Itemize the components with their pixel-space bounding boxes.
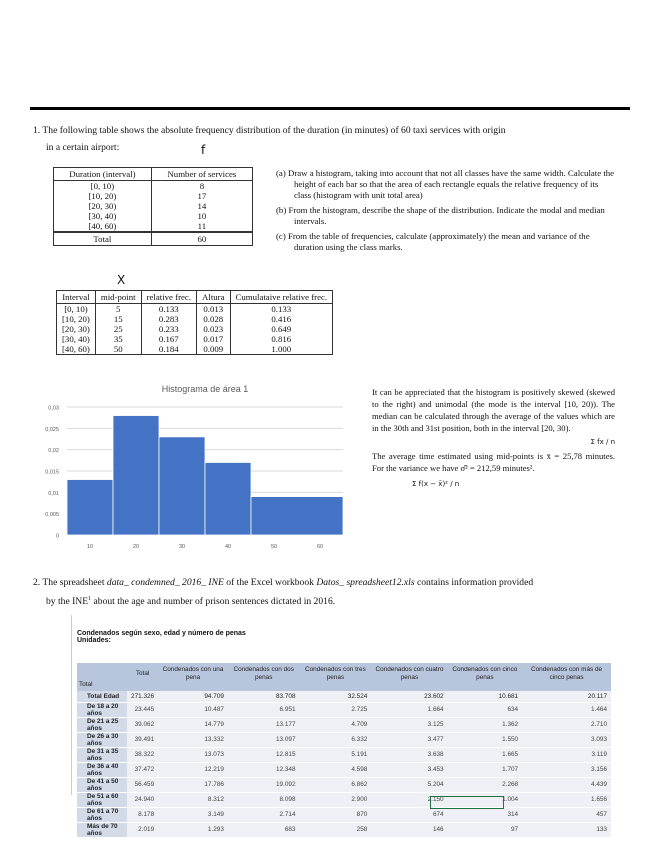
table-cell: 11 — [151, 221, 252, 232]
sheet-cell[interactable]: 13.177 — [228, 717, 300, 732]
table-cell: 0.816 — [230, 334, 333, 344]
sheet-cell[interactable]: 24.940 — [127, 792, 158, 807]
table-cell: 25 — [95, 324, 141, 334]
sheet-cell[interactable]: 634 — [448, 702, 523, 717]
sheet-row — [77, 691, 611, 702]
sheet-cell[interactable]: 23.445 — [127, 702, 158, 717]
sheet-row — [77, 747, 611, 762]
table-cell: 0.133 — [230, 304, 333, 315]
histogram-bar — [113, 416, 159, 535]
sheet-title — [77, 630, 246, 644]
table-cell: 0.133 — [141, 304, 196, 315]
sheet-cell[interactable]: 10.681 — [448, 691, 523, 702]
answer-text — [372, 386, 615, 490]
column-header: Condenados con cinco penas — [448, 663, 523, 685]
top-rule — [30, 107, 630, 110]
table-row — [57, 324, 333, 334]
table-row — [54, 211, 253, 221]
sheet-cell[interactable]: 2.725 — [300, 702, 372, 717]
sheet-cell[interactable]: 6.332 — [300, 732, 372, 747]
sheet-row — [77, 702, 611, 717]
q2-text-b: of the Excel workbook — [223, 577, 317, 588]
histogram-bar — [159, 437, 205, 535]
sheet-cell[interactable]: 1.293 — [158, 822, 228, 837]
table-cell: 1.000 — [230, 344, 333, 355]
col-header: mid-point — [95, 291, 141, 304]
sheet-cell[interactable]: 870 — [300, 807, 372, 822]
sheet-cell[interactable]: 3.638 — [371, 747, 447, 762]
sheet-cell[interactable]: 6.951 — [228, 702, 300, 717]
column-header: Condenados con más de cinco penas — [522, 663, 611, 685]
table-cell: [20, 30) — [57, 324, 96, 334]
q1-intro-line2: in a certain airport: — [46, 142, 120, 153]
table-row — [54, 221, 253, 232]
y-tick-label: 0,015 — [45, 469, 59, 476]
table-cell: 15 — [95, 314, 141, 324]
sheet-cell[interactable]: 97 — [448, 822, 523, 837]
histogram-chart — [25, 378, 350, 550]
sheet-cell[interactable]: 271.326 — [127, 691, 158, 702]
sheet-cell[interactable]: 39.062 — [127, 717, 158, 732]
handwritten-x: X — [117, 273, 126, 287]
sheet-cell[interactable]: 4.439 — [522, 777, 611, 792]
q2-text-d: by the INE — [46, 596, 89, 608]
y-tick-label: 0,005 — [45, 512, 59, 519]
x-tick-label: 10 — [86, 544, 94, 550]
table-cell: [30, 40) — [57, 334, 96, 344]
table-cell: 0.649 — [230, 324, 333, 334]
row-label: De 21 a 25 años — [77, 717, 127, 732]
row-label: De 18 a 20 años — [77, 702, 127, 717]
total-row — [54, 232, 253, 246]
sheet-cell[interactable]: 2.900 — [300, 792, 372, 807]
col-header: Duration (interval) — [54, 168, 152, 181]
table-cell: 0.184 — [141, 344, 196, 355]
table-cell: [0, 10) — [57, 304, 96, 315]
sheet-row — [77, 777, 611, 792]
table-cell: 50 — [95, 344, 141, 355]
col-header: Altura — [197, 291, 230, 304]
table-row — [57, 304, 333, 315]
row-label: De 51 a 60 años — [77, 792, 127, 807]
sheet-cell[interactable]: 3.119 — [522, 747, 611, 762]
table-cell: 10 — [151, 211, 252, 221]
sheet-cell[interactable]: 258 — [300, 822, 372, 837]
table-cell: 0.283 — [141, 314, 196, 324]
sheet-cell[interactable]: 13.332 — [158, 732, 228, 747]
table-cell: [20, 30) — [54, 201, 152, 211]
sheet-cell[interactable]: 8.312 — [158, 792, 228, 807]
sheet-cell[interactable]: 6.862 — [300, 777, 372, 792]
row-label: De 31 a 35 años — [77, 747, 127, 762]
table-cell: 0.023 — [197, 324, 230, 334]
sheet-name: data_ condemned_ 2016_ INE — [106, 577, 224, 588]
table-cell: 0.028 — [197, 314, 230, 324]
part-a: (a) Draw a histogram, taking into account that not all classes have the same width. Calculate the height of each bar so that the area of each rectangle equals the relative frequency of its class (histogram with unit total area) — [276, 168, 615, 200]
q1-intro — [33, 122, 633, 156]
sheet-cell[interactable]: 2.019 — [127, 822, 158, 837]
q2-text-c: contains information provided — [414, 577, 534, 588]
table-row — [54, 201, 253, 211]
sheet-cell[interactable]: 2.710 — [522, 717, 611, 732]
y-tick-label: 0,02 — [48, 448, 59, 455]
sheet-cell[interactable]: 2.714 — [228, 807, 300, 822]
table-cell: 0.009 — [197, 344, 230, 355]
table-cell: [40, 60) — [57, 344, 96, 355]
row-label: De 26 a 30 años — [77, 732, 127, 747]
row-label: De 41 a 50 años — [77, 777, 127, 792]
sheet-cell[interactable]: 56.459 — [127, 777, 158, 792]
column-header: Condenados con tres penas — [300, 663, 372, 685]
row-label: De 36 a 40 años — [77, 762, 127, 777]
table-cell: 0.167 — [141, 334, 196, 344]
y-tick-label: 0,01 — [48, 490, 59, 497]
sheet-row — [77, 717, 611, 732]
sheet-row — [77, 807, 611, 822]
table-row — [54, 181, 253, 192]
sheet-cell[interactable]: 3.149 — [158, 807, 228, 822]
column-header: Condenados con dos penas — [228, 663, 300, 685]
sheet-cell[interactable]: 12.219 — [158, 762, 228, 777]
sheet-cell[interactable]: 8.098 — [228, 792, 300, 807]
table-cell: 0.416 — [230, 314, 333, 324]
sheet-cell[interactable]: 10.487 — [158, 702, 228, 717]
workbook-name: Datos_ spreadsheet12.xls — [316, 577, 415, 588]
histogram-bar — [205, 462, 251, 535]
table-cell: [10, 20) — [57, 314, 96, 324]
part-b: (b) From the histogram, describe the shape of the distribution. Indicate the modal and median intervals. — [276, 205, 605, 226]
sheet-cell[interactable]: 39.491 — [127, 732, 158, 747]
sheet-cell[interactable]: 146 — [371, 822, 447, 837]
table-row — [54, 191, 253, 201]
sheet-cell[interactable]: 1.664 — [371, 702, 447, 717]
sheet-cell[interactable]: 3.156 — [522, 762, 611, 777]
answer-paragraph-1: It can be appreciated that the histogram is positively skewed (skewed to the right) and unimodal (the mode is the interval [10, 20)). The median can be calculated through the average of the values which are in the 30th and 31st position, both in the interval [20, 30). — [372, 387, 615, 433]
sheet-cell[interactable]: 2.150 — [371, 792, 447, 807]
col-header: Cumulataive relative frec. — [230, 291, 333, 304]
sheet-row — [77, 732, 611, 747]
table-cell: 8 — [151, 181, 252, 192]
table-cell: 35 — [95, 334, 141, 344]
table-cell: [10, 20) — [54, 191, 152, 201]
x-tick-label: 40 — [224, 544, 232, 550]
table-cell: 14 — [151, 201, 252, 211]
y-tick-label: 0 — [55, 533, 59, 540]
sheet-cell[interactable]: 674 — [371, 807, 447, 822]
sheet-cell[interactable]: 32.524 — [300, 691, 372, 702]
col-header: Interval — [57, 291, 96, 304]
sheet-cell[interactable]: 13.073 — [158, 747, 228, 762]
sheet-cell[interactable]: 683 — [228, 822, 300, 837]
sheet-cell[interactable]: 3.093 — [522, 732, 611, 747]
selected-cell[interactable] — [430, 796, 504, 809]
sheet-cell[interactable]: 13.097 — [228, 732, 300, 747]
sheet-cell[interactable]: 1.656 — [522, 792, 611, 807]
table-cell: [40, 60) — [54, 221, 152, 232]
x-tick-label: 30 — [178, 544, 186, 550]
column-header: Total — [127, 663, 158, 685]
sheet-cell[interactable]: 83.708 — [228, 691, 300, 702]
q2-text — [33, 574, 633, 610]
table-cell: [0, 10) — [54, 181, 152, 192]
sheet-cell[interactable]: 3.453 — [371, 762, 447, 777]
sheet-cell[interactable]: 23.602 — [371, 691, 447, 702]
sheet-cell[interactable]: 1.665 — [448, 747, 523, 762]
handwritten-mean-formula: Σ fx / n — [590, 438, 615, 446]
sheet-cell[interactable]: 3.125 — [371, 717, 447, 732]
handwritten-f: f — [201, 143, 206, 157]
chart-title: Histograma de área 1 — [161, 384, 249, 394]
q2-text-e: about the age and number of prison sentences dictated in 2016. — [91, 596, 336, 608]
sheet-cell[interactable]: 5.204 — [371, 777, 447, 792]
footnote-marker: 1 — [88, 596, 92, 602]
sheet-cell[interactable]: 4.709 — [300, 717, 372, 732]
table-cell: 0.013 — [197, 304, 230, 315]
table-cell: 0.017 — [197, 334, 230, 344]
x-tick-label: 20 — [132, 544, 140, 550]
sheet-cell[interactable]: 4.598 — [300, 762, 372, 777]
answer-paragraph-2: The average time estimated using mid-points is x̄ = 25,78 minutes. For the variance we have σ̂² = 212,59 minutes². — [372, 451, 615, 473]
row-label: De 61 a 70 años — [77, 807, 127, 822]
sheet-cell[interactable]: 37.472 — [127, 762, 158, 777]
sheet-left-border — [71, 615, 72, 795]
section-label: Total — [77, 663, 127, 691]
sheet-cell[interactable]: 8.178 — [127, 807, 158, 822]
sheet-cell[interactable]: 1.464 — [522, 702, 611, 717]
table-row — [57, 314, 333, 324]
sheet-cell[interactable]: 20.117 — [522, 691, 611, 702]
part-c: (c) From the table of frequencies, calculate (approximately) the mean and variance of the duration using the class marks. — [276, 231, 590, 252]
sheet-row — [77, 762, 611, 777]
column-header: Condenados con cuatro penas — [371, 663, 447, 685]
table-cell: Total — [54, 232, 152, 246]
sheet-cell[interactable]: 2.268 — [448, 777, 523, 792]
q2-text-a: 2. The spreadsheet — [33, 577, 107, 588]
sheet-units: Unidades: — [77, 637, 111, 644]
sheet-cell[interactable]: 1.707 — [448, 762, 523, 777]
sheet-cell[interactable]: 314 — [448, 807, 523, 822]
sheet-cell[interactable]: 38.322 — [127, 747, 158, 762]
sheet-cell[interactable]: 12.815 — [228, 747, 300, 762]
row-label: Más de 70 años — [77, 822, 127, 837]
col-header: Number of services — [151, 168, 252, 181]
histogram-bar — [251, 497, 343, 535]
sheet-cell[interactable]: 94.709 — [158, 691, 228, 702]
row-label: Total Edad — [77, 691, 127, 702]
sheet-cell[interactable]: 19.092 — [228, 777, 300, 792]
sheet-cell[interactable]: 457 — [522, 807, 611, 822]
sheet-cell[interactable]: 1.550 — [448, 732, 523, 747]
table-cell: 0.233 — [141, 324, 196, 334]
sheet-cell[interactable]: 1.362 — [448, 717, 523, 732]
sheet-cell[interactable]: 14.779 — [158, 717, 228, 732]
q1-intro-line1: 1. The following table shows the absolute frequency distribution of the duration (in minutes) of 60 taxi services with origin — [33, 125, 506, 136]
sheet-cell[interactable]: 133 — [522, 822, 611, 837]
sheet-row — [77, 792, 611, 807]
table-row — [57, 344, 333, 355]
sheet-cell[interactable]: 5.191 — [300, 747, 372, 762]
x-tick-label: 60 — [316, 544, 324, 550]
y-tick-label: 0,03 — [48, 405, 59, 412]
col-header: relative frec. — [141, 291, 196, 304]
sheet-cell[interactable]: 1.004 — [448, 792, 523, 807]
mid-point-table — [56, 290, 333, 355]
sheet-cell[interactable]: 12.348 — [228, 762, 300, 777]
table-cell: 60 — [151, 232, 252, 246]
table-cell: [30, 40) — [54, 211, 152, 221]
handwritten-variance-formula: Σ f(x − x̄)² / n — [412, 480, 460, 488]
table-cell: 5 — [95, 304, 141, 315]
sheet-title-text: Condenados según sexo, edad y número de penas — [77, 630, 246, 637]
spreadsheet-table — [77, 663, 611, 838]
y-tick-label: 0,025 — [45, 426, 59, 433]
table-cell: 17 — [151, 191, 252, 201]
q1-parts — [276, 168, 616, 257]
sheet-cell[interactable]: 17.786 — [158, 777, 228, 792]
x-tick-label: 50 — [270, 544, 278, 550]
sheet-cell[interactable]: 3.477 — [371, 732, 447, 747]
table-row — [57, 334, 333, 344]
frequency-table — [53, 167, 253, 246]
column-header: Condenados con una pena — [158, 663, 228, 685]
sheet-row — [77, 822, 611, 837]
histogram-bar — [67, 480, 113, 535]
